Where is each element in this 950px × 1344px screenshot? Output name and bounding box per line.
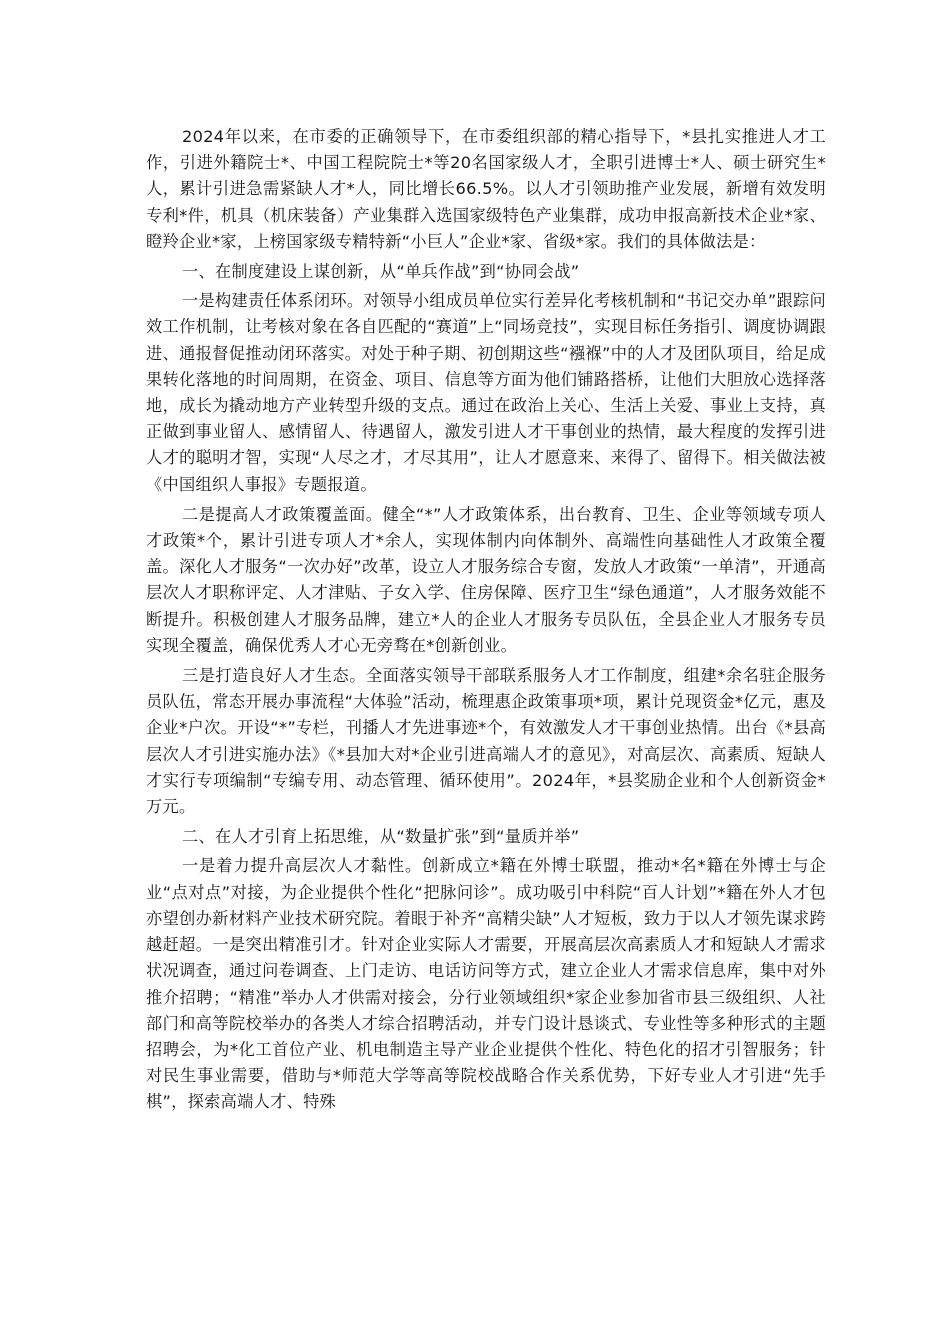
- section-1-heading: 一、在制度建设上谋创新，从“单兵作战”到“协同会战”: [182, 262, 580, 282]
- document-page: [146, 124, 826, 1120]
- section-1-paragraph-3: 三是打造良好人才生态。全面落实领导干部联系服务人才工作制度，组建*余名驻企服务员队伍，常态开展办事流程“大体验”活动，梳理惠企政策事项*项，累计兑现资金*亿元，惠及企业*户次。开设“*”专栏，刊播人才先进事迹*个，有效激发人才干事创业热情。出台《*县高层次人才引进实施办法》《*县加大对*企业引进高端人才的意见》，对高层次、高素质、短缺人才实行专项编制“专编专用、动态管理、循环使用”。2024年，*县奖励企业和个人创新资金*万元。: [146, 666, 826, 817]
- section-2-heading: 二、在人才引育上拓思维，从“数量扩张”到“量质并举”: [182, 827, 580, 847]
- section-1-paragraph-1: 一是构建责任体系闭环。对领导小组成员单位实行差异化考核机制和“书记交办单”跟踪问效工作机制，让考核对象在各自匹配的“赛道”上“同场竞技”，实现目标任务指引、调度协调跟进、通报督促推动闭环落实。对处于种子期、初创期这些“襁褓”中的人才及团队项目，给足成果转化落地的时间周期，在资金、项目、信息等方面为他们铺路搭桥，让他们大胆放心选择落地，成长为撬动地方产业转型升级的支点。通过在政治上关心、生活上关爱、事业上支持，真正做到事业留人、感情留人、待遇留人，激发引进人才干事创业的热情，最大程度的发挥引进人才的聪明才智，实现“人尽之才，才尽其用”，让人才愿意来、来得了、留得下。相关做法被《中国组织人事报》专题报道。: [146, 291, 826, 494]
- section-2-paragraph-1: 一是着力提升高层次人才黏性。创新成立*籍在外博士联盟，推动*名*籍在外博士与企业“点对点”对接，为企业提供个性化“把脉问诊”。成功吸引中科院“百人计划”*籍在外人才包亦望创办新材料产业技术研究院。着眼于补齐“高精尖缺”人才短板，致力于以人才领先谋求跨越赶超。一是突出精准引才。针对企业实际人才需要，开展高层次高素质人才和短缺人才需求状况调查，通过问卷调查、上门走访、电话访问等方式，建立企业人才需求信息库，集中对外推介招聘；“精准”举办人才供需对接会，分行业领域组织*家企业参加省市县三级组织、人社部门和高等院校举办的各类人才综合招聘活动，并专门设计恳谈式、专业性等多种形式的主题招聘会，为*化工首位产业、机电制造主导产业企业提供个性化、特色化的招才引智服务；针对民生事业需要，借助与*师范大学等高等院校战略合作关系优势，下好专业人才引进“先手棋”，探索高端人才、特殊: [146, 856, 826, 1112]
- section-1-paragraph-2: 二是提高人才政策覆盖面。健全“*”人才政策体系，出台教育、卫生、企业等领域专项人才政策*个，累计引进专项人才*余人，实现体制内向体制外、高端性向基础性人才政策全覆盖。深化人才服务“一次办好”改革，设立人才服务综合专窗，发放人才政策“一单清”，开通高层次人才职称评定、人才津贴、子女入学、住房保障、医疗卫生“绿色通道”，人才服务效能不断提升。积极创建人才服务品牌，建立*人的企业人才服务专员队伍，全县企业人才服务专员实现全覆盖，确保优秀人才心无旁骛在*创新创业。: [146, 504, 826, 655]
- intro-paragraph: 2024年以来，在市委的正确领导下，在市委组织部的精心指导下，*县扎实推进人才工作，引进外籍院士*、中国工程院院士*等20名国家级人才，全职引进博士*人、硕士研究生*人，累计引进急需紧缺人才*人，同比增长66.5%。以人才引领助推产业发展，新增有效发明专利*件，机具（机床装备）产业集群入选国家级特色产业集群，成功申报高新技术企业*家、瞪羚企业*家，上榜国家级专精特新“小巨人”企业*家、省级*家。我们的具体做法是：: [146, 127, 826, 251]
